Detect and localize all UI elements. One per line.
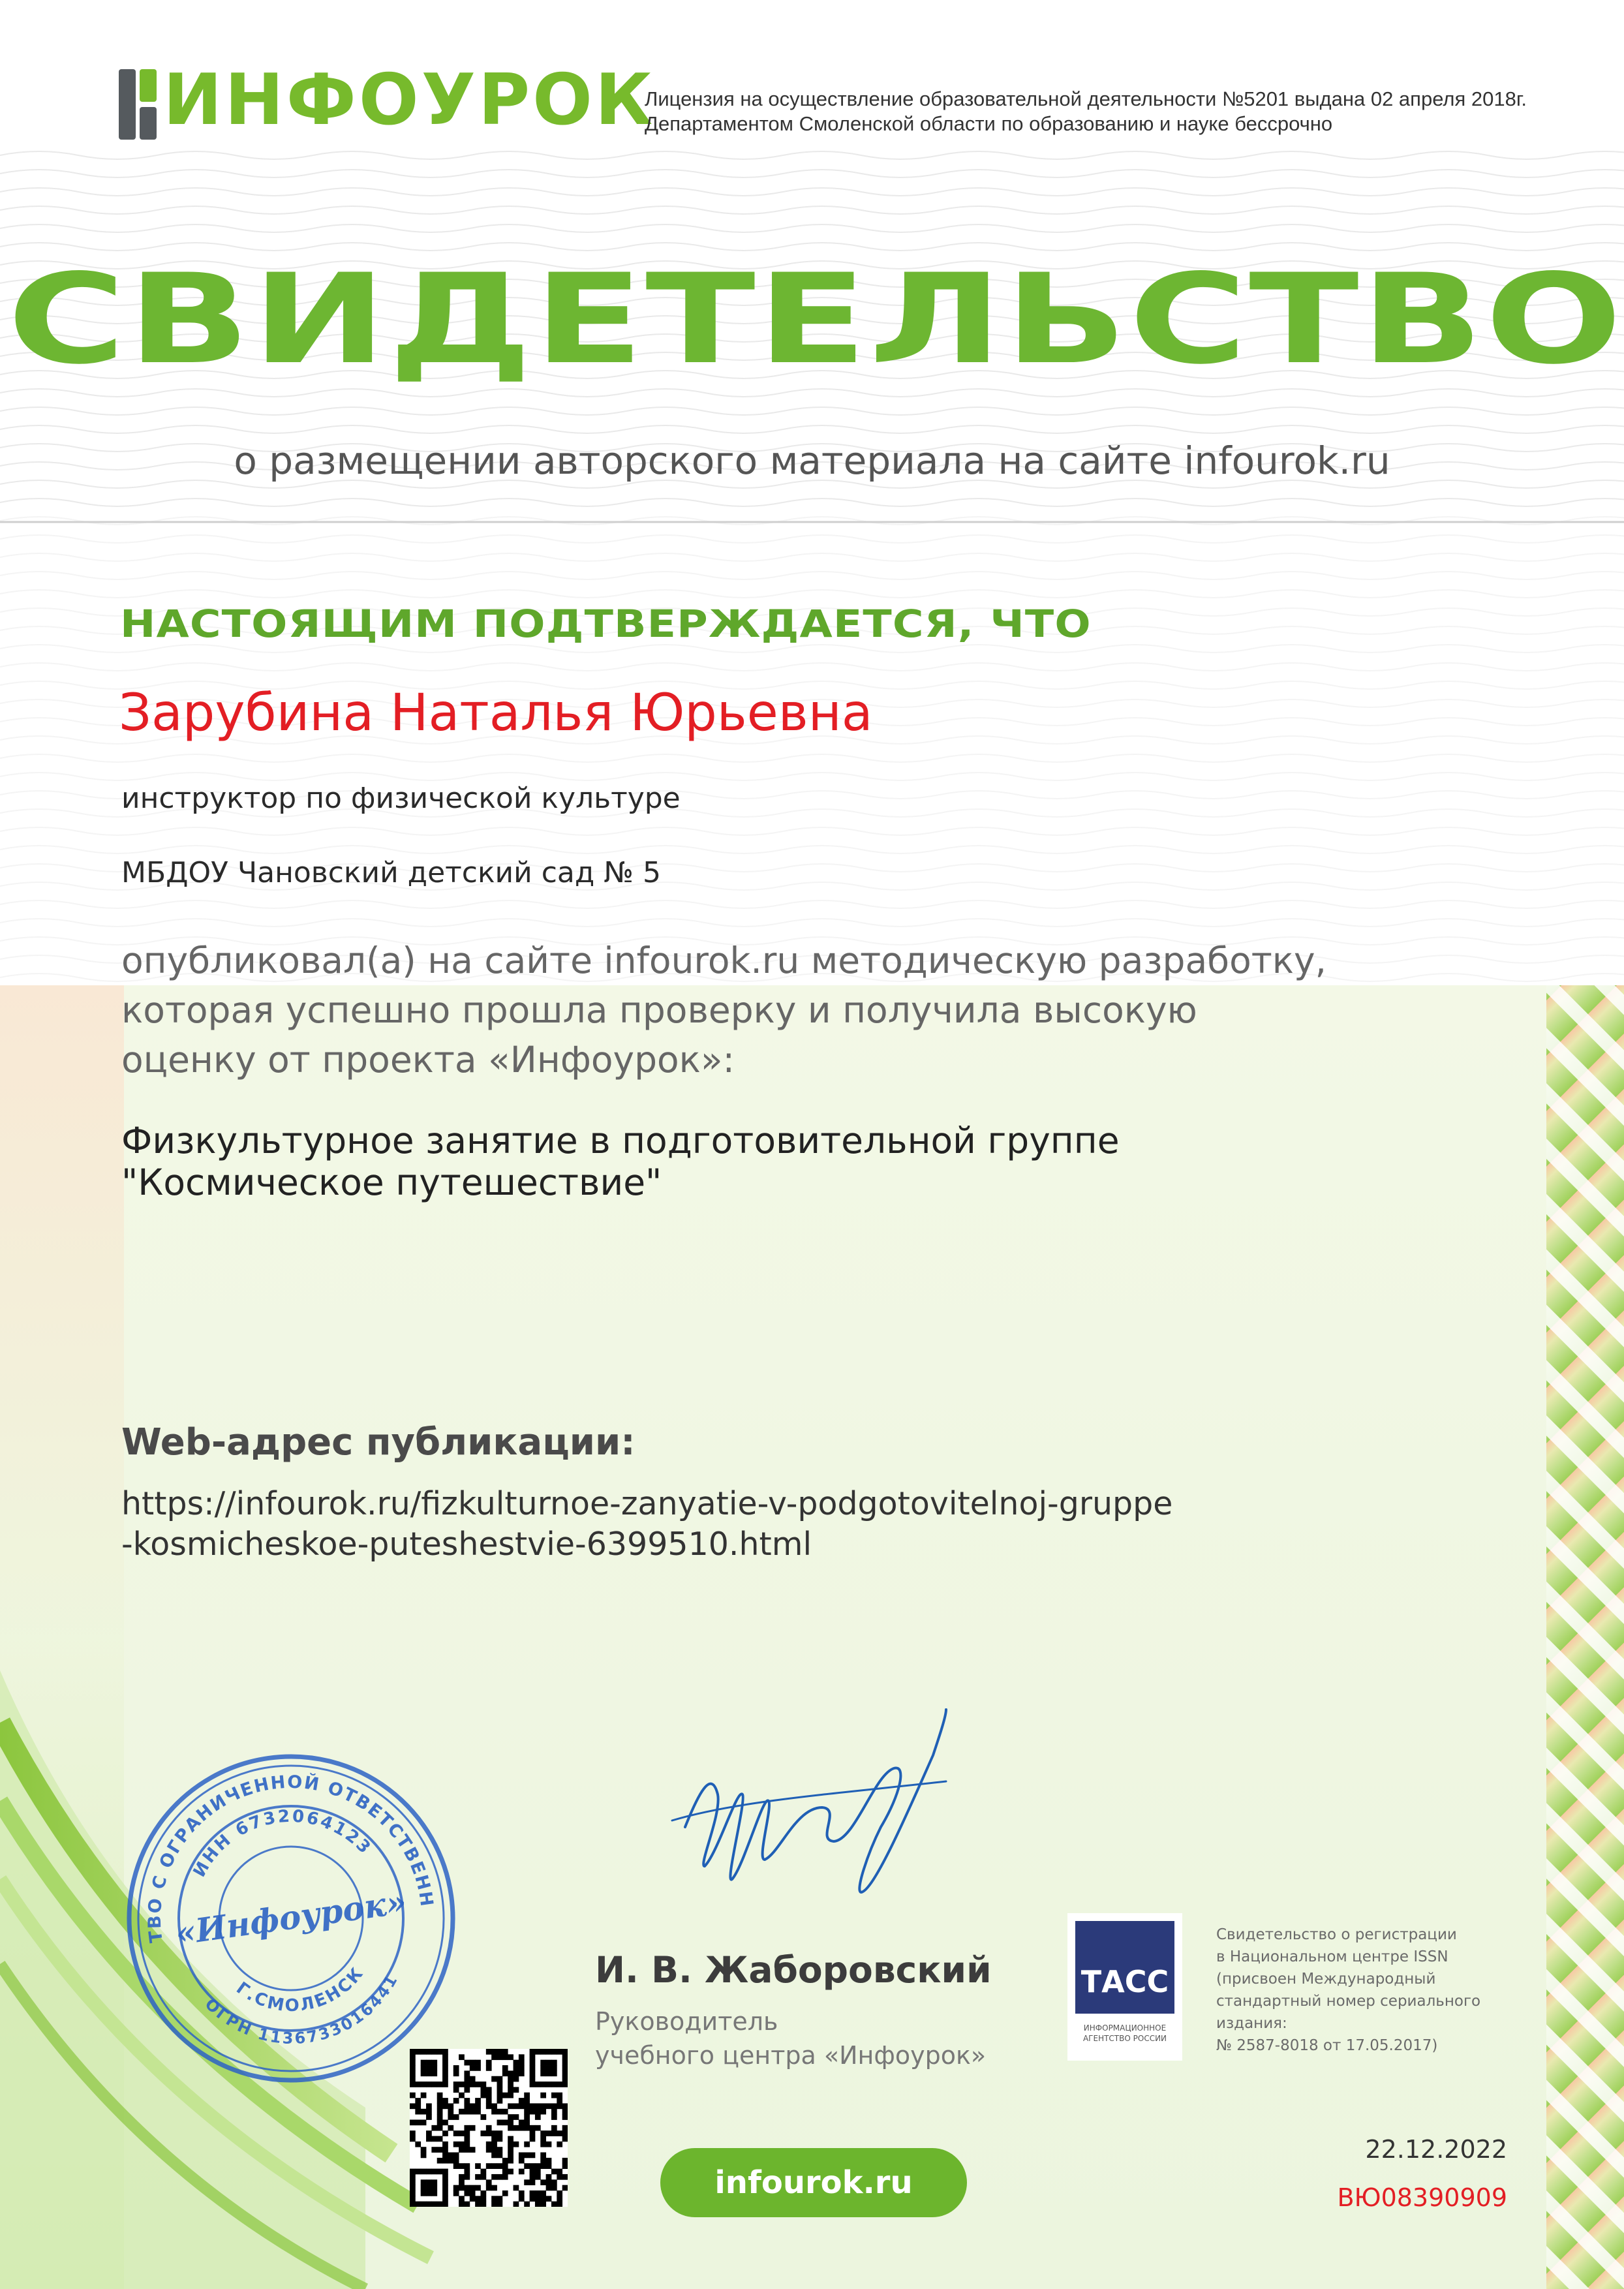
publication-line-1: опубликовал(а) на сайте infourok.ru методическую разработку, [121,940,1327,981]
confirm-heading: НАСТОЯЩИМ ПОДТВЕРЖДАЕТСЯ, ЧТО [120,602,1092,646]
issue-date: 22.12.2022 [1365,2135,1507,2164]
tass-logo-block [1075,1921,1174,2014]
issn-line-2: в Национальном центре ISSN [1216,1948,1448,1965]
work-title-line-1: Физкультурное занятие в подготовительной группе [121,1120,1120,1161]
web-address-label: Web-адрес публикации: [121,1421,636,1464]
tass-caption-line-1: ИНФОРМАЦИОННОЕ [1083,2023,1167,2033]
url-line-1[interactable]: https://infourok.ru/fizkulturnoe-zanyatie-v-podgotovitelnoj-gruppe [121,1485,1173,1522]
work-title-line-2: "Космическое путешествие" [121,1161,662,1203]
issn-registration [1216,1924,1480,2057]
publication-line-3: оценку от проекта «Инфоурок»: [121,1039,735,1081]
tass-caption-line-2: АГЕНТСТВО РОССИИ [1082,2034,1167,2043]
certificate-title: СВИДЕТЕЛЬСТВО [7,247,1624,392]
qr-code[interactable] [410,2049,568,2207]
stamp-center: «Инфоурок» [173,1882,409,1953]
tass-logo [1067,1913,1182,2061]
signer-role [595,2005,986,2072]
issn-line-3: (присвоен Международный [1216,1971,1436,1988]
recipient-position: инструктор по физической культуре [121,782,681,815]
recipient-organization: МБДОУ Чановский детский сад № 5 [121,856,662,889]
handwritten-signature [659,1697,966,1931]
infourok-logo: ИНФОУРОК [163,59,656,141]
publication-statement [121,936,1326,1084]
stamp-inn: ИНН 6732064123 [189,1806,376,1881]
issn-line-1: Свидетельство о регистрации [1216,1926,1457,1943]
stamp-ogrn: ОГРН 1136733016441 [201,1971,402,2048]
issn-line-4: стандартный номер сериального [1216,1993,1481,2010]
certificate-subtitle: о размещении авторского материала на сайте infourok.ru [234,438,1390,483]
issn-line-6: № 2587-8018 от 17.05.2017) [1216,2037,1438,2054]
stamp-outer-text: ОБЩЕСТВО С ОГРАНИЧЕННОЙ ОТВЕТСТВЕННОСТЬЮ [144,1772,437,1944]
issn-line-5: издания: [1216,2015,1287,2032]
license-line-2: Департаментом Смоленской области по образованию и науке бессрочно [645,112,1333,135]
url-line-2[interactable]: -kosmicheskoe-puteshestvie-6399510.html [121,1526,812,1563]
tass-logo-text: ТАСС [1080,1964,1169,1999]
signer-role-line-1: Руководитель [595,2007,778,2036]
company-stamp [121,1749,461,2088]
publication-line-2: которая успешно прошла проверку и получила высокую [121,989,1197,1031]
publication-url[interactable] [121,1484,1172,1565]
certificate-serial-number: ВЮ08390909 [1337,2183,1507,2212]
site-link-button[interactable]: infourok.ru [660,2148,967,2217]
recipient-name: Зарубина Наталья Юрьевна [119,684,873,743]
stamp-city: Г.СМОЛЕНСК [232,1963,369,2016]
license-text [645,87,1527,136]
signer-name: И. В. Жаборовский [595,1949,992,1991]
license-line-1: Лицензия на осуществление образовательной деятельности №5201 выдана 02 апреля 2018г. [645,87,1527,110]
work-title [121,1120,1120,1203]
tass-caption [1067,2023,1182,2044]
infourok-logo-icon [117,68,159,141]
signer-role-line-2: учебного центра «Инфоурок» [595,2041,987,2070]
